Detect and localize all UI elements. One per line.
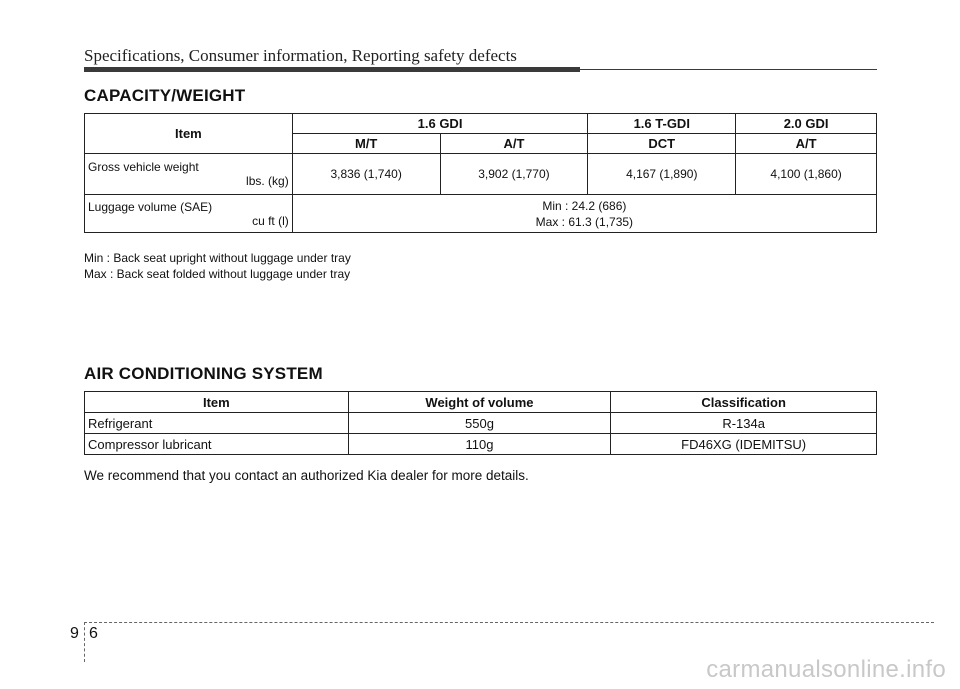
transmission-header: M/T xyxy=(292,134,440,154)
footer-rule xyxy=(84,622,934,623)
transmission-header: A/T xyxy=(736,134,877,154)
ac-header-classification: Classification xyxy=(611,392,877,413)
table-cell: Compressor lubricant xyxy=(85,434,349,455)
table-cell: 3,836 (1,740) xyxy=(292,154,440,195)
table-cell: FD46XG (IDEMITSU) xyxy=(611,434,877,455)
table-row xyxy=(85,413,877,434)
air-conditioning-table xyxy=(84,391,877,455)
row-label-luggage-volume xyxy=(85,195,293,233)
page-number: 6 xyxy=(89,625,98,642)
capacity-weight-title: CAPACITY/WEIGHT xyxy=(84,86,246,105)
air-conditioning-title: AIR CONDITIONING SYSTEM xyxy=(84,364,323,383)
note-max: Max : Back seat folded without luggage under tray xyxy=(84,267,351,281)
luggage-max-value: Max : 61.3 (1,735) xyxy=(535,214,634,229)
table-cell: R-134a xyxy=(611,413,877,434)
engine-header-1-6-gdi: 1.6 GDI xyxy=(292,114,588,134)
page-chapter-number: 9 xyxy=(70,625,79,642)
header-rule-thin xyxy=(580,69,877,70)
engine-header-2-0-gdi: 2.0 GDI xyxy=(736,114,877,134)
header-rule xyxy=(84,67,877,72)
luggage-min-value: Min : 24.2 (686) xyxy=(542,198,627,213)
header-rule-thick xyxy=(84,67,580,72)
engine-header-1-6-tgdi: 1.6 T-GDI xyxy=(588,114,736,134)
ac-header-weight: Weight of volume xyxy=(348,392,611,413)
transmission-header: A/T xyxy=(440,134,588,154)
footer-divider xyxy=(84,622,85,662)
transmission-header: DCT xyxy=(588,134,736,154)
table-cell: 3,902 (1,770) xyxy=(440,154,588,195)
table-cell: Refrigerant xyxy=(85,413,349,434)
ac-header-row xyxy=(85,392,877,413)
table-cell: 4,167 (1,890) xyxy=(588,154,736,195)
table-row xyxy=(85,434,877,455)
table-cell: 4,100 (1,860) xyxy=(736,154,877,195)
table-cell: 550g xyxy=(348,413,611,434)
row-label-text: Gross vehicle weight xyxy=(88,160,199,174)
luggage-volume-values xyxy=(292,195,876,233)
table-row xyxy=(85,154,877,195)
item-header: Item xyxy=(85,114,293,154)
capacity-notes xyxy=(84,250,351,282)
watermark: carmanualsonline.info xyxy=(706,656,946,683)
row-label-text: Luggage volume (SAE) xyxy=(88,199,213,214)
row-label-gross-weight xyxy=(85,154,293,195)
recommendation-text: We recommend that you contact an authorized Kia dealer for more details. xyxy=(84,468,529,483)
note-min: Min : Back seat upright without luggage under tray xyxy=(84,251,351,265)
capacity-weight-table xyxy=(84,113,877,233)
page-header-title: Specifications, Consumer information, Reporting safety defects xyxy=(84,46,517,65)
row-unit-text: lbs. (kg) xyxy=(246,174,289,188)
table-row xyxy=(85,195,877,233)
row-unit-text: cu ft (l) xyxy=(252,213,289,228)
table-cell: 110g xyxy=(348,434,611,455)
ac-header-item: Item xyxy=(85,392,349,413)
engine-header-row xyxy=(85,114,877,134)
